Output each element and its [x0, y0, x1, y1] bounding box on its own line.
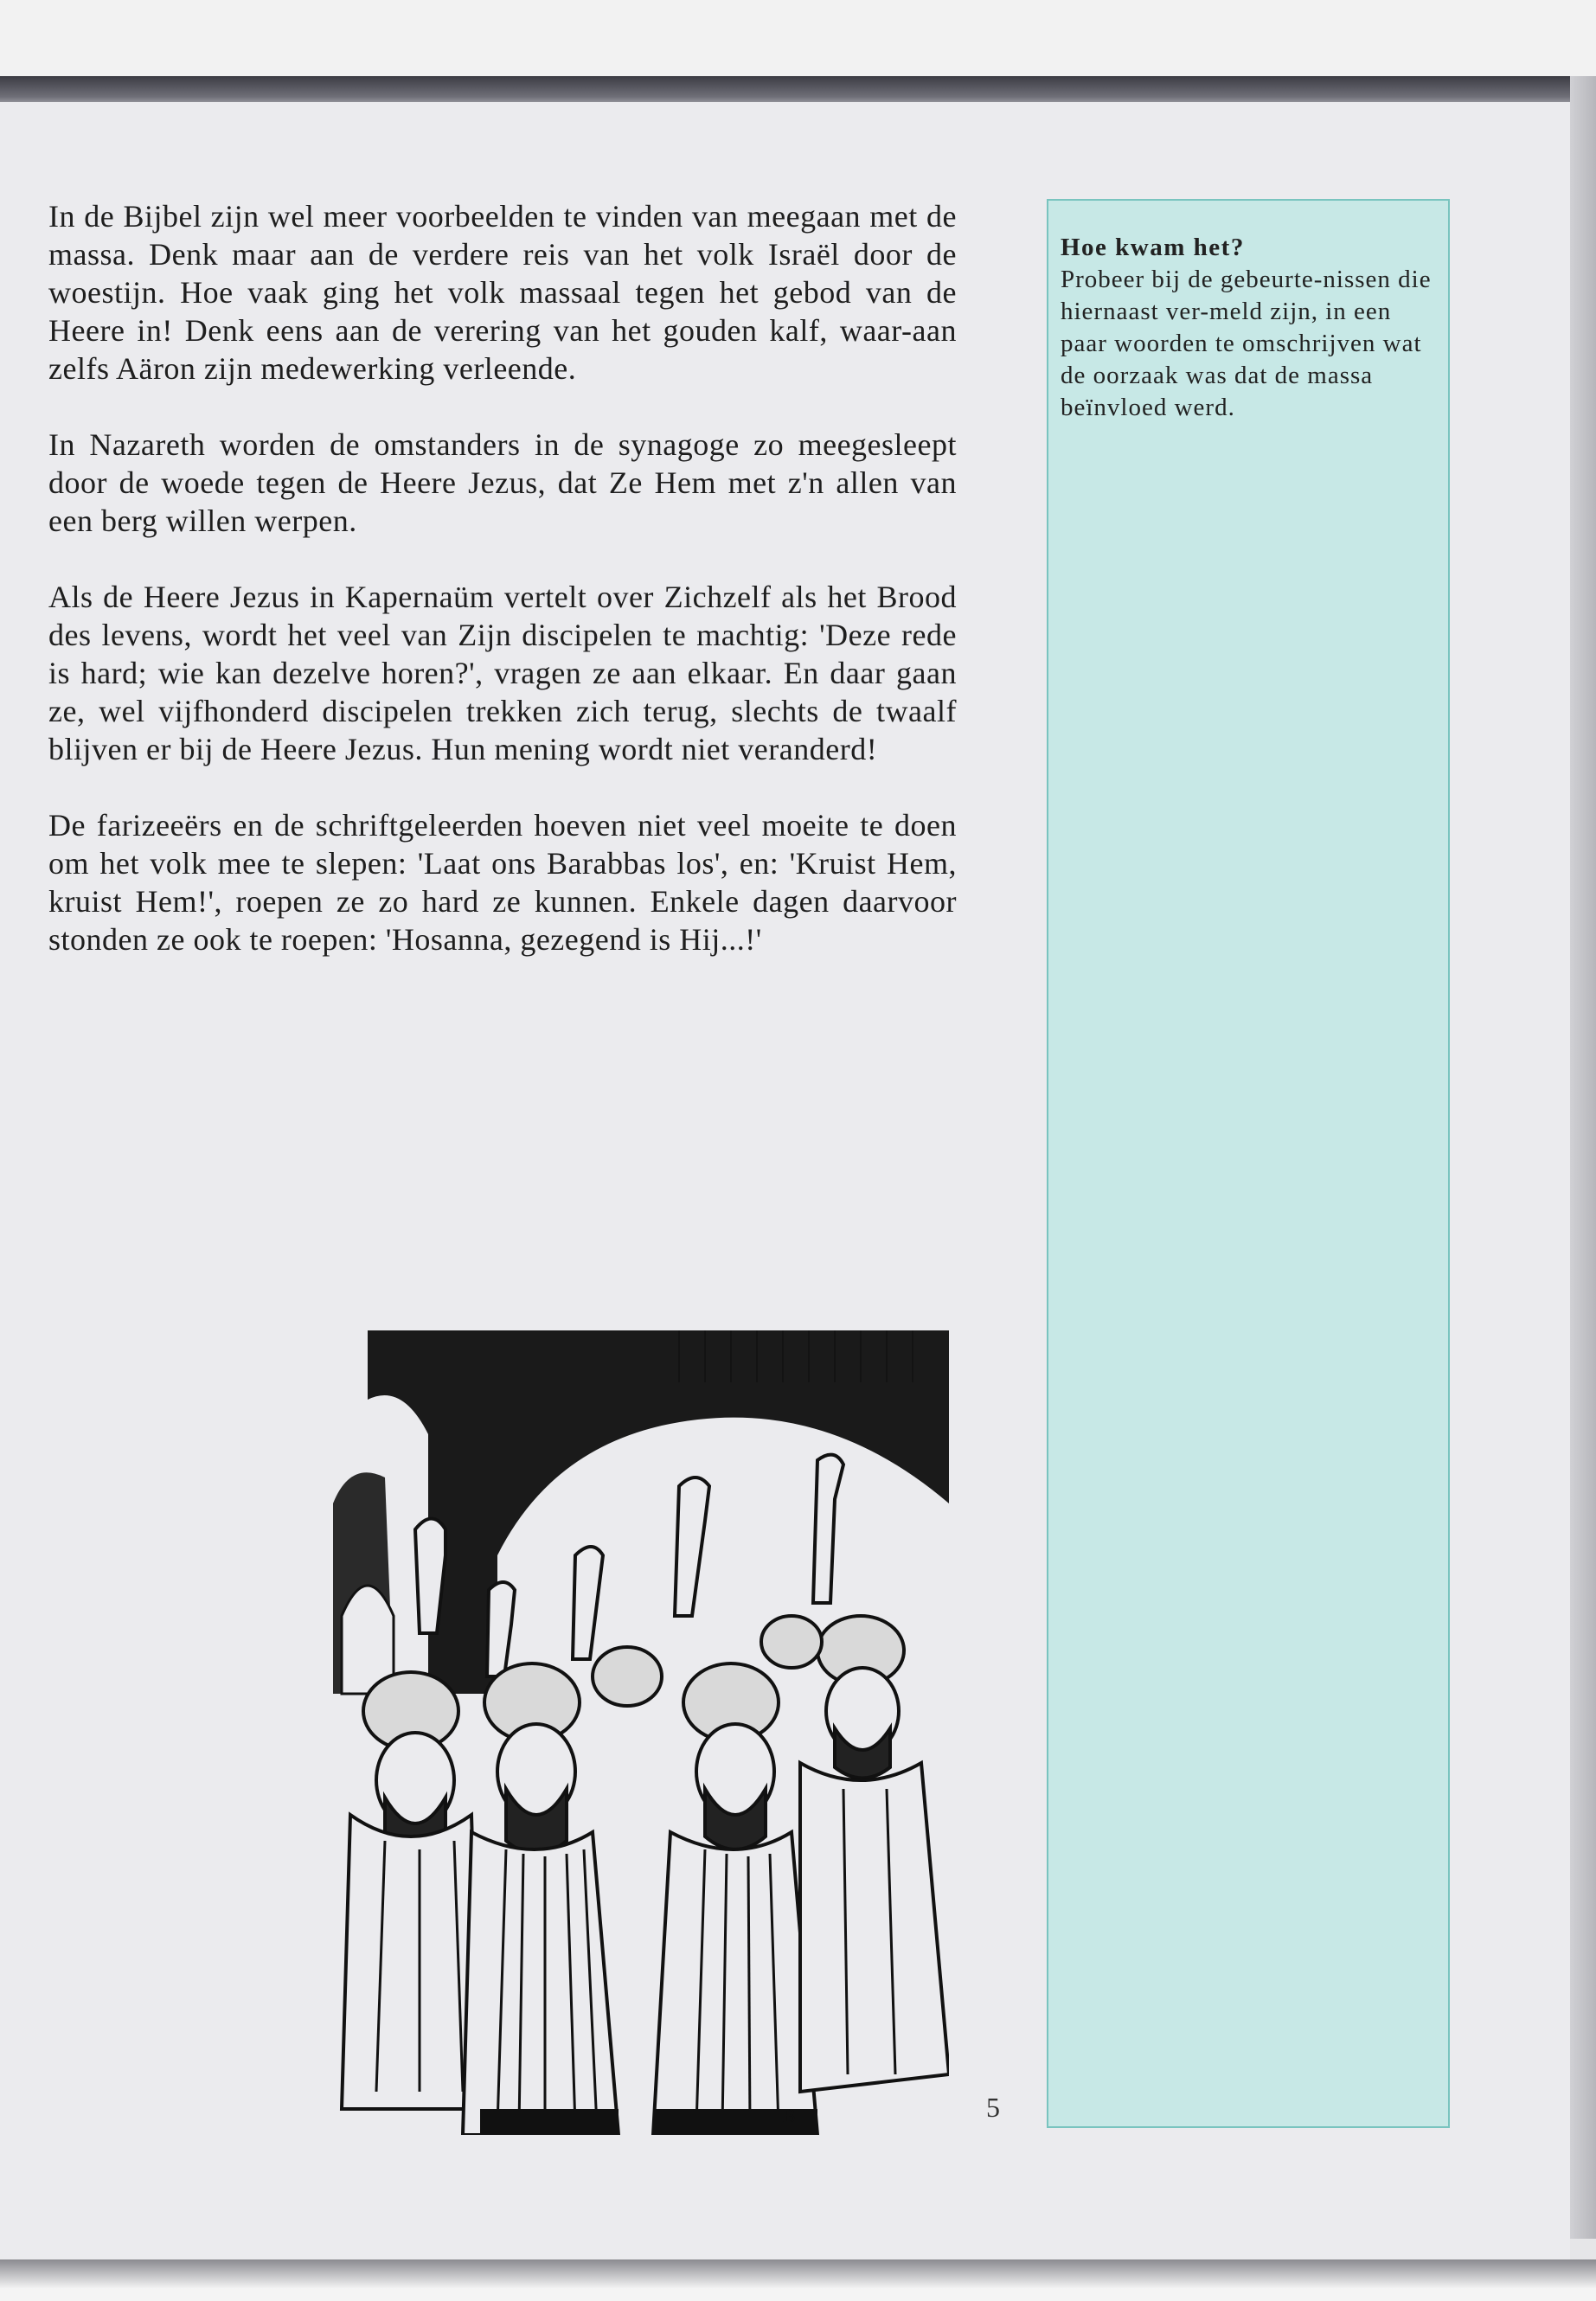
crowd-illustration: [333, 1330, 949, 2135]
scan-background-bottom: [0, 2259, 1596, 2301]
book-page: [0, 102, 1570, 2265]
paragraph-barabbas: De farizeeërs en de schriftgeleerden hoeven niet veel moeite te doen om het volk mee te slepen: 'Laat ons Barabbas los', en: 'Kruist Hem, kruist Hem!', roepen ze zo hard ze kunnen. Enkele dagen daarvoor stonden ze ook te roepen: 'Hosanna, gezegend is Hij...!': [48, 808, 957, 957]
scan-edge-right: [1570, 76, 1596, 2239]
sidebar-body: Probeer bij de gebeurte-nissen die hiernaast ver-meld zijn, in een paar woorden te omschrijven wat de oorzaak was dat de massa beïnvloed werd.: [1061, 266, 1432, 421]
paragraph-nazareth: In Nazareth worden de omstanders in de synagoge zo meegesleept door de woede tegen de Heere Jezus, dat Ze Hem met z'n allen van een berg willen werpen.: [48, 427, 957, 538]
paragraph-golden-calf: In de Bijbel zijn wel meer voorbeelden te vinden van meegaan met de massa. Denk maar aan de verdere reis van het volk Israël door de woestijn. Hoe vaak ging het volk massaal tegen het gebod van de Heere in! Denk eens aan de verering van het gouden kalf, waar-aan zelfs Aäron zijn medewerking verleende.: [48, 199, 957, 386]
sidebar-title: Hoe kwam het?: [1061, 234, 1245, 261]
main-text-column: [48, 197, 957, 997]
page-number: 5: [986, 2092, 1000, 2123]
scan-background-top: [0, 0, 1596, 76]
paragraph-kapernaum: Als de Heere Jezus in Kapernaüm vertelt over Zichzelf als het Brood des levens, wordt het veel van Zijn discipelen te machtig: 'Deze rede is hard; wie kan dezelve horen?', vragen ze aan elkaar. En daar gaan ze, wel vijfhonderd discipelen trekken zich terug, slechts de twaalf blijven er bij de Heere Jezus. Hun mening wordt niet veranderd!: [48, 580, 957, 766]
sidebar-question-box: [1047, 199, 1450, 2128]
svg-text:B: B: [783, 2105, 796, 2126]
